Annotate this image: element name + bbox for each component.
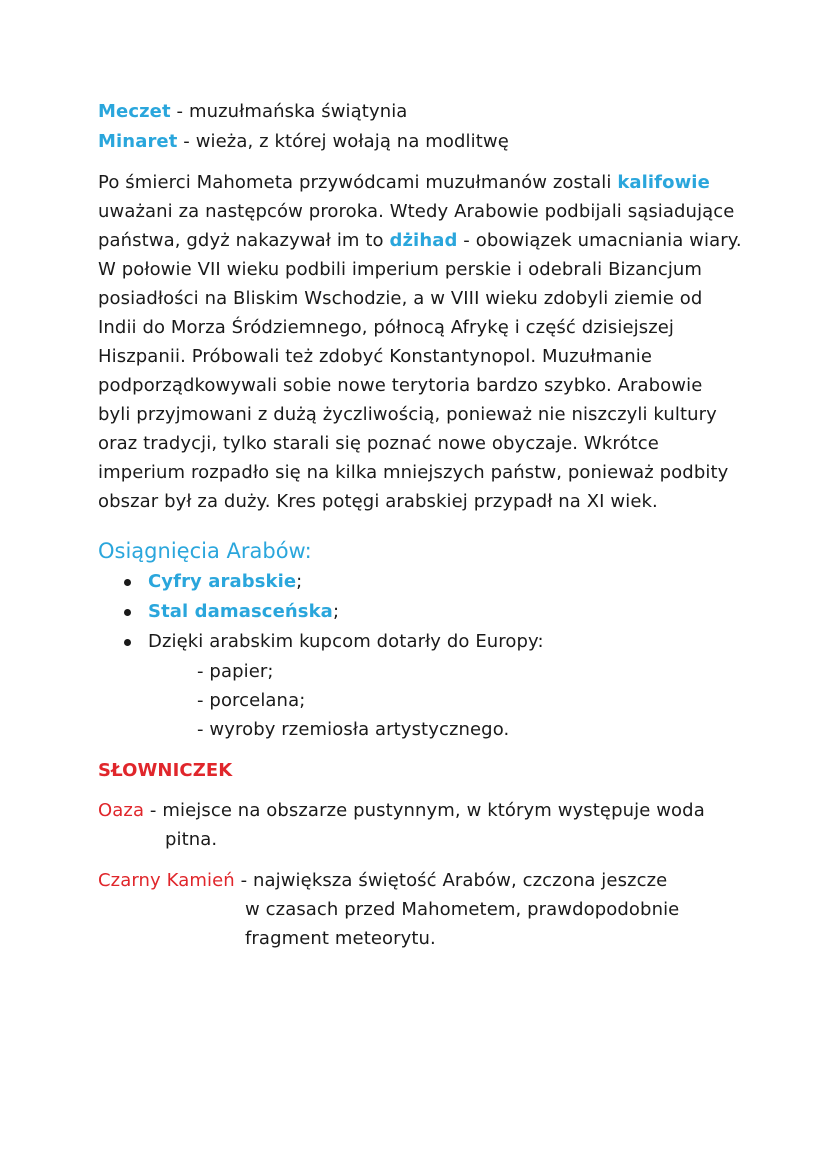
glossary-text: w czasach przed Mahometem, prawdopodobnie bbox=[245, 899, 680, 920]
paragraph-line: W połowie VII wieku podbili imperium perskie i odebrali Bizancjum bbox=[98, 259, 703, 280]
term-minaret: Minaret bbox=[98, 131, 178, 152]
paragraph-line: obszar był za duży. Kres potęgi arabskiej przypadł na XI wiek. bbox=[98, 491, 658, 512]
glossary-text: pitna. bbox=[165, 829, 218, 850]
term-stal-damascenska: Stal damasceńska bbox=[148, 601, 333, 622]
sub-item: - papier; bbox=[197, 661, 274, 682]
paragraph-line: imperium rozpadło się na kilka mniejszych państw, ponieważ podbity bbox=[98, 462, 729, 483]
glossary-entry-czarny-kamien bbox=[98, 869, 667, 893]
paragraph-line: byli przyjmowani z dużą życzliwością, ponieważ nie niszczyli kultury bbox=[98, 404, 717, 425]
paragraph-text: - obowiązek umacniania wiary. bbox=[457, 230, 742, 251]
term-meczet: Meczet bbox=[98, 101, 171, 122]
separator: - bbox=[170, 101, 189, 122]
achievement-item bbox=[148, 570, 302, 594]
term-dzihad: dżihad bbox=[389, 230, 458, 251]
separator: - bbox=[144, 800, 163, 821]
paragraph-text: państwa, gdyż nakazywał im to bbox=[98, 230, 390, 251]
paragraph-text: Po śmierci Mahometa przywódcami muzułmanów zostali bbox=[98, 172, 618, 193]
definition-minaret bbox=[98, 130, 509, 154]
sub-item: - porcelana; bbox=[197, 690, 306, 711]
term-oaza: Oaza bbox=[98, 800, 145, 821]
glossary-entry-oaza bbox=[98, 799, 705, 823]
paragraph-line: Indii do Morza Śródziemnego, północą Afrykę i część dzisiejszej bbox=[98, 317, 675, 338]
paragraph-line bbox=[98, 229, 742, 253]
sub-item: - wyroby rzemiosła artystycznego. bbox=[197, 719, 510, 740]
separator: - bbox=[177, 131, 196, 152]
glossary-text: fragment meteorytu. bbox=[245, 928, 436, 949]
item-suffix: ; bbox=[296, 571, 303, 592]
term-czarny-kamien: Czarny Kamień bbox=[98, 870, 235, 891]
paragraph-line: posiadłości na Bliskim Wschodzie, a w VIII wieku zdobyli ziemie od bbox=[98, 288, 703, 309]
bullet-icon bbox=[124, 579, 131, 586]
item-suffix: ; bbox=[332, 601, 340, 622]
paragraph-line: uważani za następców proroka. Wtedy Arabowie podbijali sąsiadujące bbox=[98, 201, 735, 222]
achievements-heading: Osiągnięcia Arabów: bbox=[98, 539, 312, 563]
paragraph-line: oraz tradycji, tylko starali się poznać nowe obyczaje. Wkrótce bbox=[98, 433, 659, 454]
bullet-icon bbox=[124, 639, 131, 646]
glossary-text: miejsce na obszarze pustynnym, w którym występuje woda bbox=[162, 800, 705, 821]
paragraph-line: podporządkowywali sobie nowe terytoria bardzo szybko. Arabowie bbox=[98, 375, 703, 396]
separator: - bbox=[234, 870, 253, 891]
glossary-text: największa świętość Arabów, czczona jeszcze bbox=[253, 870, 668, 891]
definition-text: wieża, z której wołają na modlitwę bbox=[195, 131, 509, 152]
definition-meczet bbox=[98, 100, 407, 124]
achievement-item bbox=[148, 600, 339, 624]
term-kalifowie: kalifowie bbox=[617, 172, 710, 193]
achievement-item: Dzięki arabskim kupcom dotarły do Europy: bbox=[148, 631, 544, 652]
bullet-icon bbox=[124, 609, 131, 616]
paragraph-line bbox=[98, 171, 710, 195]
definition-text: muzułmańska świątynia bbox=[188, 101, 408, 122]
term-cyfry-arabskie: Cyfry arabskie bbox=[148, 571, 297, 592]
paragraph-line: Hiszpanii. Próbowali też zdobyć Konstantynopol. Muzułmanie bbox=[98, 346, 652, 367]
glossary-heading: SŁOWNICZEK bbox=[98, 760, 233, 781]
